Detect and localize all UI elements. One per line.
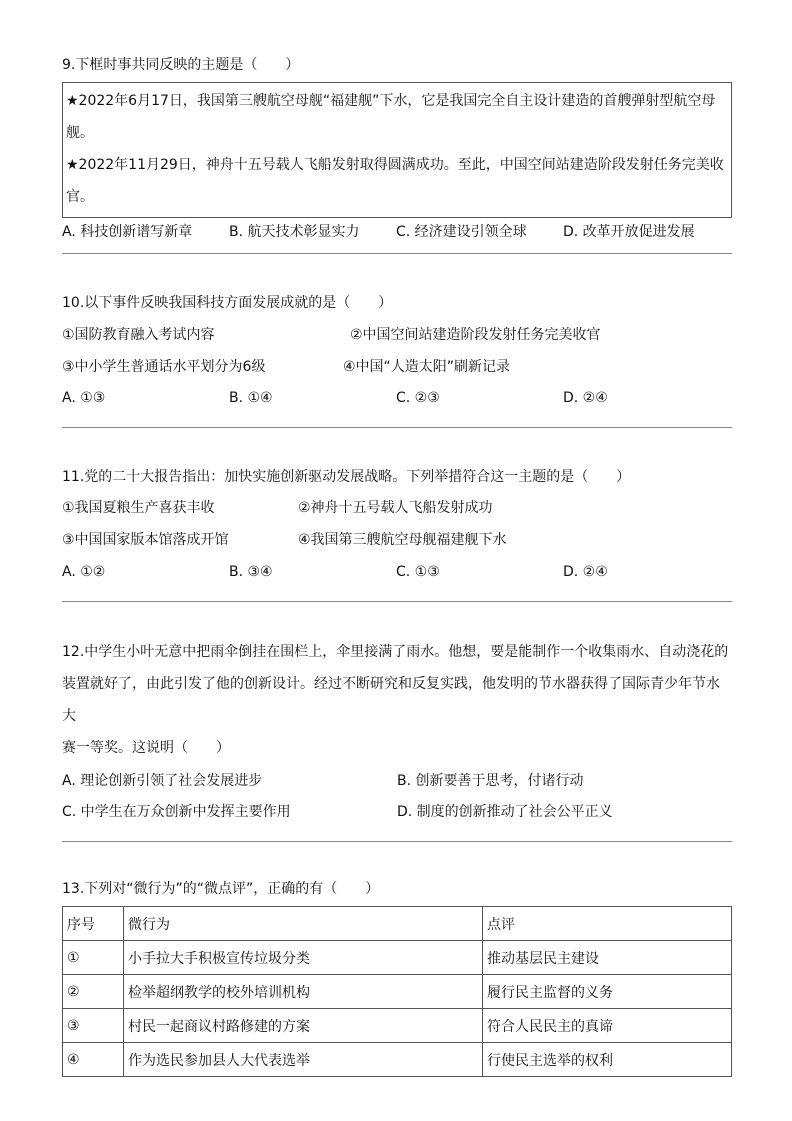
option-d[interactable]: D. ②④ [563,390,608,406]
material-item: ★2022年6月17日，我国第三艘航空母舰“福建舰”下水，它是我国完全自主设计建造的首艘弹射型航空母舰。 [66,93,716,141]
table-row [63,975,732,1009]
table-cell: ② [63,975,124,1009]
option-d[interactable]: D. 制度的创新推动了社会公平正义 [397,804,613,820]
statements-row [62,356,732,378]
table-cell: 检举超纲教学的校外培训机构 [124,975,483,1009]
option-b[interactable]: B. ①④ [229,390,273,406]
table-cell: 符合人民民主的真谛 [483,1009,732,1043]
option-c[interactable]: C. ①③ [396,564,440,580]
question-title: 13.下列对“微行为”的“微点评”，正确的有（ ） [62,881,380,897]
option-c[interactable]: C. 中学生在万众创新中发挥主要作用 [62,804,291,820]
table-cell: ③ [63,1009,124,1043]
table-row [63,1009,732,1043]
question-11 [62,466,732,583]
stem-line: 赛一等奖。这说明（ ） [62,740,230,756]
option-a[interactable]: A. ①③ [62,390,106,406]
options-row [62,387,732,409]
divider [62,427,732,428]
question-12 [62,636,732,823]
table-header-row [63,907,732,941]
options-row [62,561,732,583]
statement-1: ①我国夏粮生产喜获丰收 [62,500,215,516]
option-d[interactable]: D. ②④ [563,564,608,580]
option-a[interactable]: A. 理论创新引领了社会发展进步 [62,773,263,789]
stem-line: 12.中学生小叶无意中把雨伞倒挂在围栏上，伞里接满了雨水。他想，要是能制作一个收集雨水、自动浇花的 [62,644,729,660]
header-cell: 微行为 [124,907,483,941]
question-13 [62,878,732,1077]
material-box [62,82,732,218]
statement-2: ②神舟十五号载人飞船发射成功 [298,500,493,516]
divider [62,841,732,842]
table-cell: 推动基层民主建设 [483,941,732,975]
table-cell: ① [63,941,124,975]
statement-3: ③中国国家版本馆落成开馆 [62,532,229,548]
statement-4: ④我国第三艘航空母舰福建舰下水 [298,532,507,548]
question-title: 9.下框时事共同反映的主题是（ ） [62,57,300,73]
statements-row [62,529,732,551]
table-cell: 行使民主选举的权利 [483,1043,732,1077]
option-b[interactable]: B. 航天技术彰显实力 [229,224,360,240]
statements-row [62,324,732,346]
table-cell: 履行民主监督的义务 [483,975,732,1009]
divider [62,253,732,254]
divider [62,601,732,602]
question-title: 11.党的二十大报告指出：加快实施创新驱动发展战略。下列举措符合这一主题的是（ ） [62,469,631,485]
table-cell: 小手拉大手积极宣传垃圾分类 [124,941,483,975]
option-b[interactable]: B. 创新要善于思考，付诸行动 [397,773,584,789]
options-row [62,221,732,243]
question-10 [62,292,732,409]
option-a[interactable]: A. ①② [62,564,106,580]
exam-page [62,54,732,1077]
statement-3: ③中小学生普通话水平划分为6级 [62,359,266,375]
statement-1: ①国防教育融入考试内容 [62,327,215,343]
stem-line: 装置就好了，由此引发了他的创新设计。经过不断研究和反复实践，他发明的节水器获得了国际青少年节水大 [62,676,720,724]
option-c[interactable]: C. ②③ [396,390,440,406]
table-cell: ④ [63,1043,124,1077]
header-cell: 序号 [63,907,124,941]
table-cell: 村民一起商议村路修建的方案 [124,1009,483,1043]
option-c[interactable]: C. 经济建设引领全球 [396,224,527,240]
table-row [63,941,732,975]
option-b[interactable]: B. ③④ [229,564,273,580]
statement-4: ④中国“人造太阳”刷新记录 [343,359,511,375]
question-stem [62,636,732,764]
material-item: ★2022年11月29日，神舟十五号载人飞船发射取得圆满成功。至此，中国空间站建造阶段发射任务完美收官。 [66,157,724,205]
option-a[interactable]: A. 科技创新谱写新章 [62,224,193,240]
options-row [62,770,732,792]
options-row [62,801,732,823]
table-row [63,1043,732,1077]
table-cell: 作为选民参加县人大代表选举 [124,1043,483,1077]
header-cell: 点评 [483,907,732,941]
question-title: 10.以下事件反映我国科技方面发展成就的是（ ） [62,295,393,311]
micro-behavior-table [62,906,732,1077]
statements-row [62,497,732,519]
statement-2: ②中国空间站建造阶段发射任务完美收官 [350,327,601,343]
question-9 [62,54,732,243]
option-d[interactable]: D. 改革开放促进发展 [563,224,695,240]
